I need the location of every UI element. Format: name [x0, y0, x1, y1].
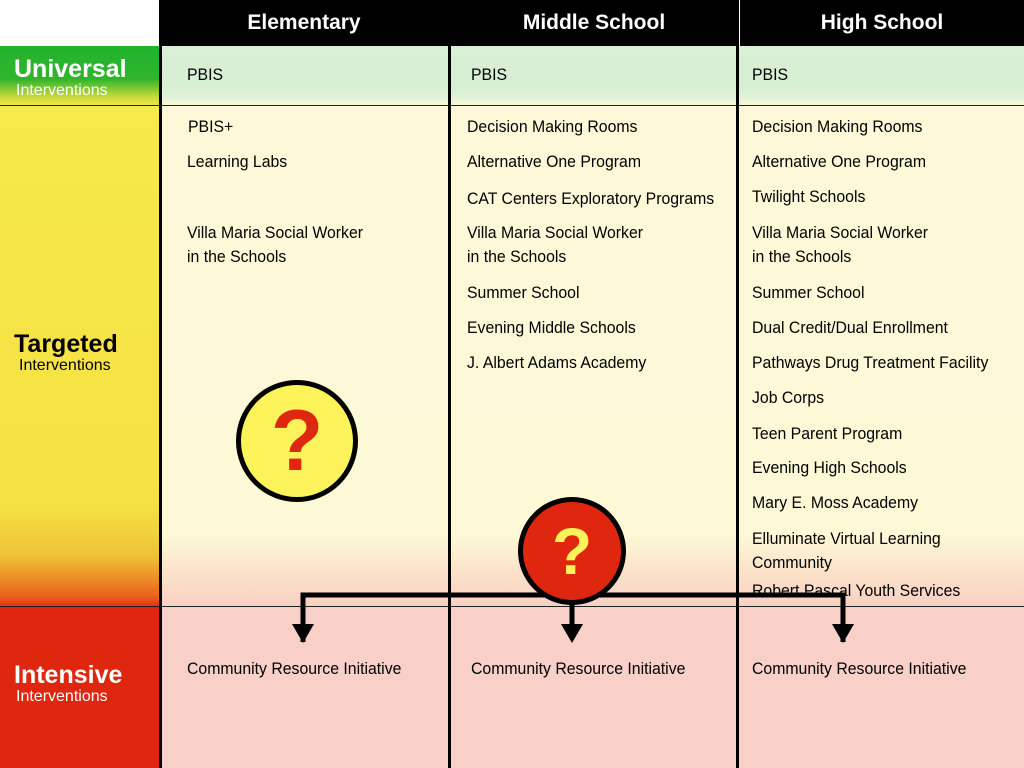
- targeted-high-item: Robert Pascal Youth Services: [752, 581, 961, 600]
- universal-high-item: PBIS: [752, 65, 789, 84]
- targeted-high-item: Alternative One Program: [752, 152, 926, 171]
- targeted-high-item: Job Corps: [752, 388, 825, 407]
- column-header-elementary: Elementary: [160, 0, 448, 46]
- targeted-elementary-item: Villa Maria Social Worker: [187, 223, 364, 242]
- targeted-high-item: Community: [752, 553, 832, 572]
- tier-universal-title: Universal: [14, 55, 127, 83]
- intensive-elementary-item: Community Resource Initiative: [187, 659, 402, 678]
- tier-targeted-title: Targeted: [14, 330, 118, 358]
- targeted-high-item: Summer School: [752, 283, 865, 302]
- targeted-high-item: Pathways Drug Treatment Facility: [752, 353, 989, 372]
- targeted-high-item: Evening High Schools: [752, 458, 907, 477]
- targeted-high-item: Twilight Schools: [752, 187, 866, 206]
- targeted-middle-item: Alternative One Program: [467, 152, 641, 171]
- targeted-high-item: Decision Making Rooms: [752, 117, 923, 136]
- targeted-middle-item: Evening Middle Schools: [467, 318, 636, 337]
- targeted-middle-item: Villa Maria Social Worker: [467, 223, 644, 242]
- targeted-middle-item: in the Schools: [467, 247, 567, 266]
- intensive-middle-item: Community Resource Initiative: [471, 659, 686, 678]
- targeted-middle-item: Summer School: [467, 283, 580, 302]
- question-mark-icon: ?: [236, 380, 358, 502]
- targeted-elementary-item: Learning Labs: [187, 152, 288, 171]
- targeted-high-item: Elluminate Virtual Learning: [752, 529, 941, 548]
- column-header-middle-school: Middle School: [451, 0, 737, 46]
- tier-targeted-subtitle: Interventions: [19, 357, 111, 374]
- targeted-elementary-item: in the Schools: [187, 247, 287, 266]
- targeted-high-item: Teen Parent Program: [752, 424, 903, 443]
- targeted-middle-item: CAT Centers Exploratory Programs: [467, 189, 715, 208]
- intensive-high-item: Community Resource Initiative: [752, 659, 967, 678]
- tier-universal-subtitle: Interventions: [16, 82, 108, 99]
- tier-intensive-subtitle: Interventions: [16, 688, 108, 705]
- targeted-middle-item: J. Albert Adams Academy: [467, 353, 647, 372]
- targeted-high-item: Villa Maria Social Worker: [752, 223, 929, 242]
- targeted-elementary-item: PBIS+: [188, 117, 234, 136]
- targeted-middle-item: Decision Making Rooms: [467, 117, 638, 136]
- targeted-high-item: Mary E. Moss Academy: [752, 493, 919, 512]
- tier-intensive-title: Intensive: [14, 661, 123, 689]
- targeted-high-item: Dual Credit/Dual Enrollment: [752, 318, 948, 337]
- universal-elementary-item: PBIS: [187, 65, 224, 84]
- universal-middle-item: PBIS: [471, 65, 508, 84]
- targeted-high-item: in the Schools: [752, 247, 852, 266]
- column-header-high-school: High School: [740, 0, 1024, 46]
- question-mark-icon: ?: [518, 497, 626, 605]
